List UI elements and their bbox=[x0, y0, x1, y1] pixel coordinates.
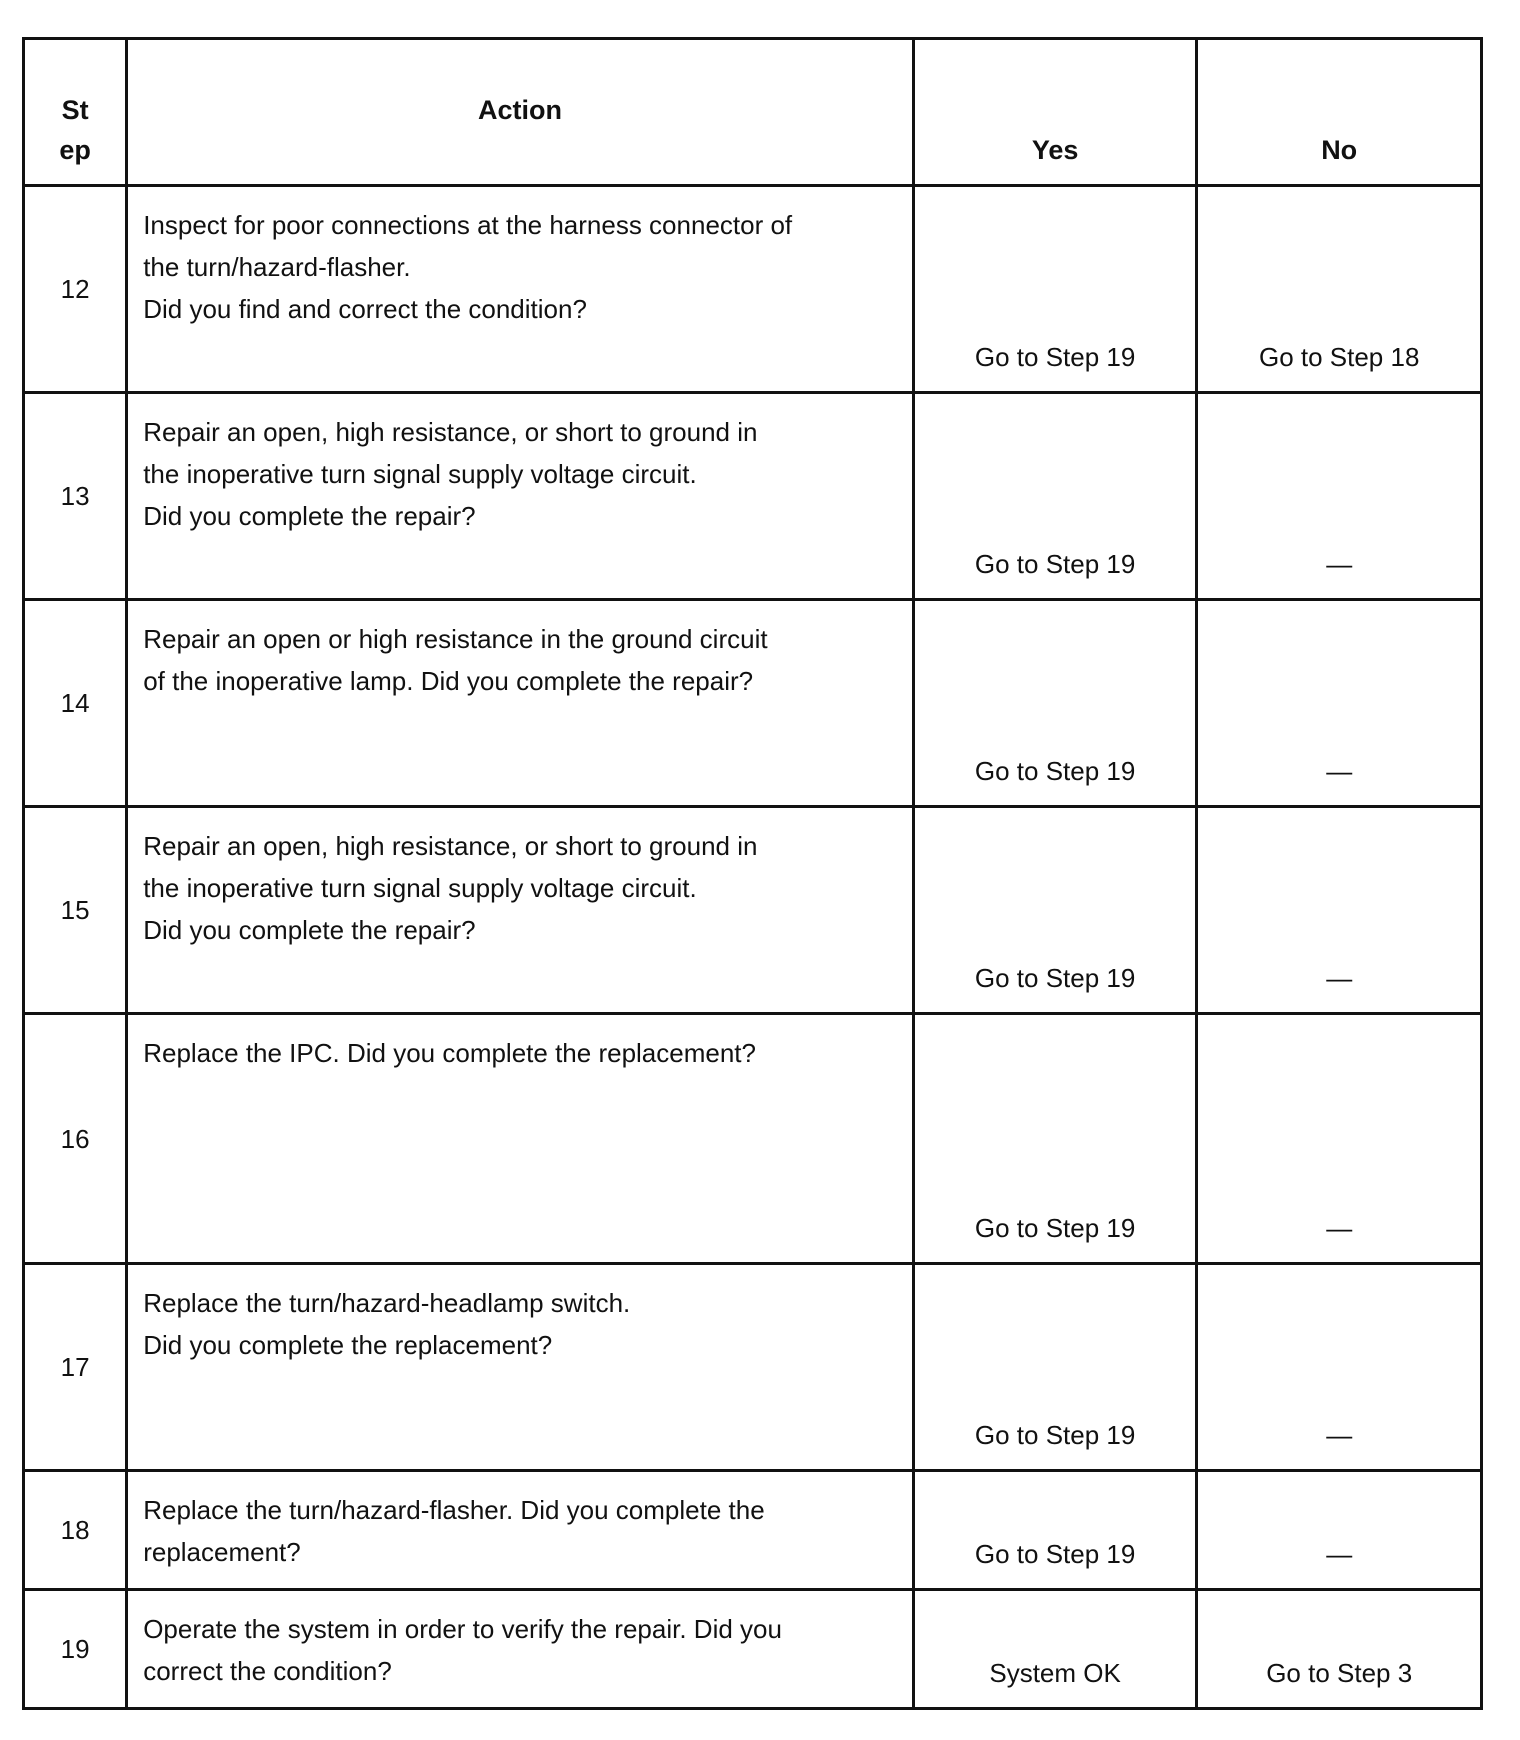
action-line: Replace the IPC. Did you complete the replacement? bbox=[143, 1038, 756, 1069]
action-line: the inoperative turn signal supply voltage circuit. bbox=[143, 459, 697, 490]
action-line: Operate the system in order to verify the repair. Did you bbox=[143, 1613, 782, 1644]
header-action-label: Action bbox=[478, 95, 562, 125]
no-result: Go to Step 18 bbox=[1258, 342, 1420, 373]
yes-cell bbox=[913, 1471, 1197, 1590]
step-number: 16 bbox=[60, 1123, 90, 1154]
table-row bbox=[24, 1014, 1482, 1264]
step-number: 13 bbox=[60, 481, 90, 512]
step-cell bbox=[24, 1264, 127, 1471]
action-cell bbox=[127, 807, 914, 1014]
header-no bbox=[1197, 39, 1482, 186]
action-line: Replace the turn/hazard-headlamp switch. bbox=[143, 1288, 631, 1319]
action-text bbox=[143, 1282, 892, 1366]
step-cell bbox=[24, 1014, 127, 1264]
action-cell bbox=[127, 186, 914, 393]
yes-cell bbox=[913, 807, 1197, 1014]
step-number: 17 bbox=[60, 1352, 90, 1383]
yes-cell bbox=[913, 393, 1197, 600]
no-result: — bbox=[1326, 1538, 1353, 1569]
action-line: Repair an open or high resistance in the ground circuit bbox=[143, 624, 768, 655]
header-yes-label: Yes bbox=[1031, 135, 1079, 165]
table-row bbox=[24, 1264, 1482, 1471]
step-number: 15 bbox=[60, 895, 90, 926]
no-cell bbox=[1197, 1471, 1482, 1590]
step-cell bbox=[24, 393, 127, 600]
yes-cell bbox=[913, 186, 1197, 393]
action-text bbox=[143, 825, 892, 951]
header-action bbox=[127, 39, 914, 186]
header-step bbox=[24, 39, 127, 186]
header-no-label: No bbox=[1321, 135, 1358, 165]
action-line: Did you complete the repair? bbox=[143, 915, 476, 946]
table-row bbox=[24, 600, 1482, 807]
no-cell bbox=[1197, 393, 1482, 600]
table-row bbox=[24, 393, 1482, 600]
action-line: of the inoperative lamp. Did you complete the repair? bbox=[143, 666, 754, 697]
action-line: Did you complete the replacement? bbox=[143, 1330, 553, 1361]
table-body bbox=[24, 186, 1482, 1709]
yes-result: Go to Step 19 bbox=[974, 342, 1136, 373]
table-row bbox=[24, 1589, 1482, 1708]
no-cell bbox=[1197, 1014, 1482, 1264]
step-number: 12 bbox=[60, 274, 90, 304]
yes-cell bbox=[913, 1264, 1197, 1471]
yes-result: Go to Step 19 bbox=[974, 756, 1136, 787]
header-yes bbox=[913, 39, 1197, 186]
yes-result: Go to Step 19 bbox=[974, 1420, 1136, 1451]
action-line: the turn/hazard-flasher. bbox=[143, 252, 411, 282]
step-cell bbox=[24, 186, 127, 393]
diagnostic-table bbox=[22, 37, 1483, 1710]
yes-result: System OK bbox=[989, 1658, 1121, 1688]
action-text bbox=[143, 204, 892, 330]
action-line: Repair an open, high resistance, or short to ground in bbox=[143, 417, 758, 448]
action-text bbox=[143, 1032, 892, 1074]
action-line: the inoperative turn signal supply voltage circuit. bbox=[143, 873, 697, 904]
step-cell bbox=[24, 600, 127, 807]
step-cell bbox=[24, 1471, 127, 1590]
table-row bbox=[24, 186, 1482, 393]
header-step-label: St ep bbox=[59, 95, 91, 165]
yes-cell bbox=[913, 1014, 1197, 1264]
yes-cell bbox=[913, 1589, 1197, 1708]
action-cell bbox=[127, 393, 914, 600]
no-cell bbox=[1197, 1589, 1482, 1708]
action-text bbox=[143, 1608, 892, 1692]
step-number: 19 bbox=[60, 1633, 90, 1664]
action-line: Did you find and correct the condition? bbox=[143, 294, 587, 324]
action-cell bbox=[127, 1471, 914, 1590]
no-cell bbox=[1197, 807, 1482, 1014]
action-text bbox=[143, 411, 892, 537]
action-line: replacement? bbox=[143, 1537, 301, 1568]
yes-result: Go to Step 19 bbox=[974, 1213, 1136, 1244]
no-result: — bbox=[1326, 1420, 1353, 1451]
action-line: Replace the turn/hazard-flasher. Did you complete the bbox=[143, 1495, 765, 1526]
no-cell bbox=[1197, 186, 1482, 393]
no-result: — bbox=[1326, 963, 1353, 994]
action-cell bbox=[127, 1014, 914, 1264]
step-number: 14 bbox=[60, 688, 90, 719]
action-line: Inspect for poor connections at the harness connector of bbox=[143, 210, 793, 240]
no-result: Go to Step 3 bbox=[1266, 1658, 1413, 1688]
step-number: 18 bbox=[60, 1515, 90, 1545]
no-result: — bbox=[1326, 1213, 1353, 1244]
yes-result: Go to Step 19 bbox=[974, 549, 1136, 580]
action-cell bbox=[127, 600, 914, 807]
no-result: — bbox=[1326, 756, 1353, 787]
yes-result: Go to Step 19 bbox=[974, 1538, 1136, 1569]
action-line: correct the condition? bbox=[143, 1655, 392, 1686]
step-cell bbox=[24, 807, 127, 1014]
action-cell bbox=[127, 1264, 914, 1471]
table-row bbox=[24, 807, 1482, 1014]
action-cell bbox=[127, 1589, 914, 1708]
table-row bbox=[24, 1471, 1482, 1590]
action-line: Did you complete the repair? bbox=[143, 501, 476, 532]
yes-result: Go to Step 19 bbox=[974, 963, 1136, 994]
no-cell bbox=[1197, 1264, 1482, 1471]
yes-cell bbox=[913, 600, 1197, 807]
step-cell bbox=[24, 1589, 127, 1708]
action-text bbox=[143, 1489, 892, 1573]
no-cell bbox=[1197, 600, 1482, 807]
header-row bbox=[24, 39, 1482, 186]
no-result: — bbox=[1326, 549, 1353, 580]
action-line: Repair an open, high resistance, or short to ground in bbox=[143, 831, 758, 862]
action-text bbox=[143, 618, 892, 702]
